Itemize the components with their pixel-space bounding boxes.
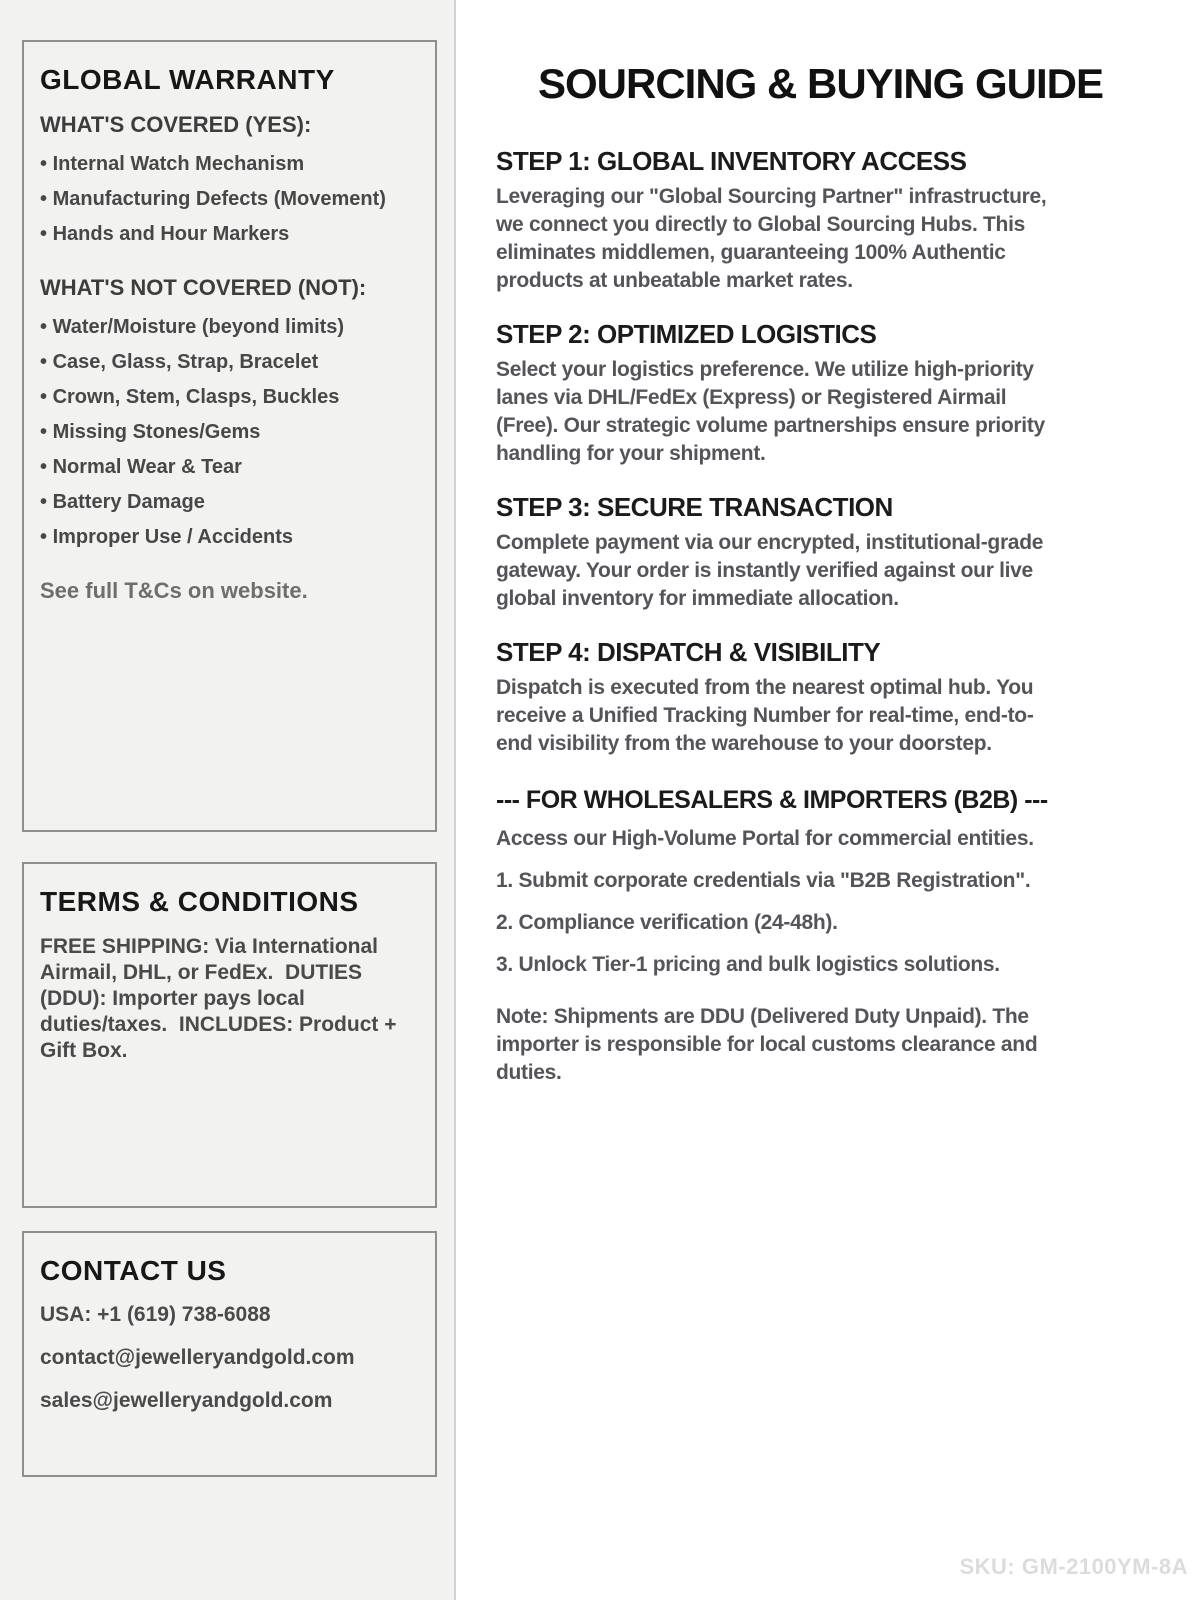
list-item: • Normal Wear & Tear bbox=[40, 457, 419, 478]
step-2-heading: STEP 2: OPTIMIZED LOGISTICS bbox=[496, 319, 877, 349]
b2b-heading: --- FOR WHOLESALERS & IMPORTERS (B2B) --- bbox=[496, 786, 1048, 814]
warranty-footnote: See full T&Cs on website. bbox=[40, 578, 308, 603]
list-item: • Internal Watch Mechanism bbox=[40, 154, 419, 175]
covered-list bbox=[40, 154, 419, 245]
info-sidebar bbox=[0, 0, 456, 1600]
guide-main-column bbox=[458, 0, 1200, 1600]
contact-phone: USA: +1 (619) 738-6088 bbox=[40, 1303, 271, 1326]
step-3-body: Complete payment via our encrypted, institutional-grade gateway. Your order is instantly verified against our live global inventory for immediate allocation. bbox=[496, 531, 1044, 610]
step-1-heading: STEP 1: GLOBAL INVENTORY ACCESS bbox=[496, 146, 967, 176]
step-2-section bbox=[496, 319, 1056, 468]
list-item: • Hands and Hour Markers bbox=[40, 224, 419, 245]
b2b-item-1: 1. Submit corporate credentials via "B2B Registration". bbox=[496, 869, 1031, 892]
contact-title: CONTACT US bbox=[40, 1255, 227, 1286]
list-item: • Water/Moisture (beyond limits) bbox=[40, 317, 419, 338]
terms-body: FREE SHIPPING: Via International Airmail, DHL, or FedEx. DUTIES (DDU): Importer pays local duties/taxes. INCLUDES: Product + Gift Box. bbox=[40, 935, 403, 1062]
step-4-heading: STEP 4: DISPATCH & VISIBILITY bbox=[496, 637, 881, 667]
list-item: • Manufacturing Defects (Movement) bbox=[40, 189, 419, 210]
list-item: • Improper Use / Accidents bbox=[40, 527, 419, 548]
list-item: • Battery Damage bbox=[40, 492, 419, 513]
step-4-body: Dispatch is executed from the nearest optimal hub. You receive a Unified Tracking Number for real-time, end-to-end visibility from the warehouse to your doorstep. bbox=[496, 676, 1034, 755]
b2b-intro: Access our High-Volume Portal for commercial entities. bbox=[496, 827, 1034, 850]
b2b-item-3: 3. Unlock Tier-1 pricing and bulk logistics solutions. bbox=[496, 953, 1000, 976]
list-item: • Case, Glass, Strap, Bracelet bbox=[40, 352, 419, 373]
step-2-body: Select your logistics preference. We utilize high-priority lanes via DHL/FedEx (Express) or Registered Airmail (Free). Our strategic volume partnerships ensure priority handling for your shipment. bbox=[496, 358, 1045, 465]
step-4-section bbox=[496, 637, 1056, 758]
step-3-heading: STEP 3: SECURE TRANSACTION bbox=[496, 492, 893, 522]
b2b-note: Note: Shipments are DDU (Delivered Duty Unpaid). The importer is responsible for local customs clearance and duties. bbox=[496, 1005, 1038, 1084]
contact-us-panel bbox=[22, 1231, 437, 1477]
list-item: • Crown, Stem, Clasps, Buckles bbox=[40, 387, 419, 408]
step-3-section bbox=[496, 492, 1056, 613]
list-item: • Missing Stones/Gems bbox=[40, 422, 419, 443]
covered-heading: WHAT'S COVERED (YES): bbox=[40, 112, 312, 137]
sku-label: SKU: GM-2100YM-8A bbox=[959, 1554, 1188, 1579]
step-1-body: Leveraging our "Global Sourcing Partner" infrastructure, we connect you directly to Global Sourcing Hubs. This eliminates middlemen, guaranteeing 100% Authentic products at unbeatable market rates. bbox=[496, 185, 1047, 292]
b2b-item-2: 2. Compliance verification (24-48h). bbox=[496, 911, 838, 934]
page-title: SOURCING & BUYING GUIDE bbox=[537, 60, 1104, 107]
not-covered-list bbox=[40, 317, 419, 548]
terms-conditions-panel bbox=[22, 862, 437, 1208]
warranty-title: GLOBAL WARRANTY bbox=[40, 64, 335, 95]
b2b-section bbox=[496, 786, 1145, 1087]
terms-title: TERMS & CONDITIONS bbox=[40, 886, 359, 917]
global-warranty-panel bbox=[22, 40, 437, 832]
contact-email-primary: contact@jewelleryandgold.com bbox=[40, 1346, 355, 1369]
not-covered-heading: WHAT'S NOT COVERED (NOT): bbox=[40, 275, 367, 300]
contact-email-sales: sales@jewelleryandgold.com bbox=[40, 1389, 333, 1412]
step-1-section bbox=[496, 146, 1056, 295]
